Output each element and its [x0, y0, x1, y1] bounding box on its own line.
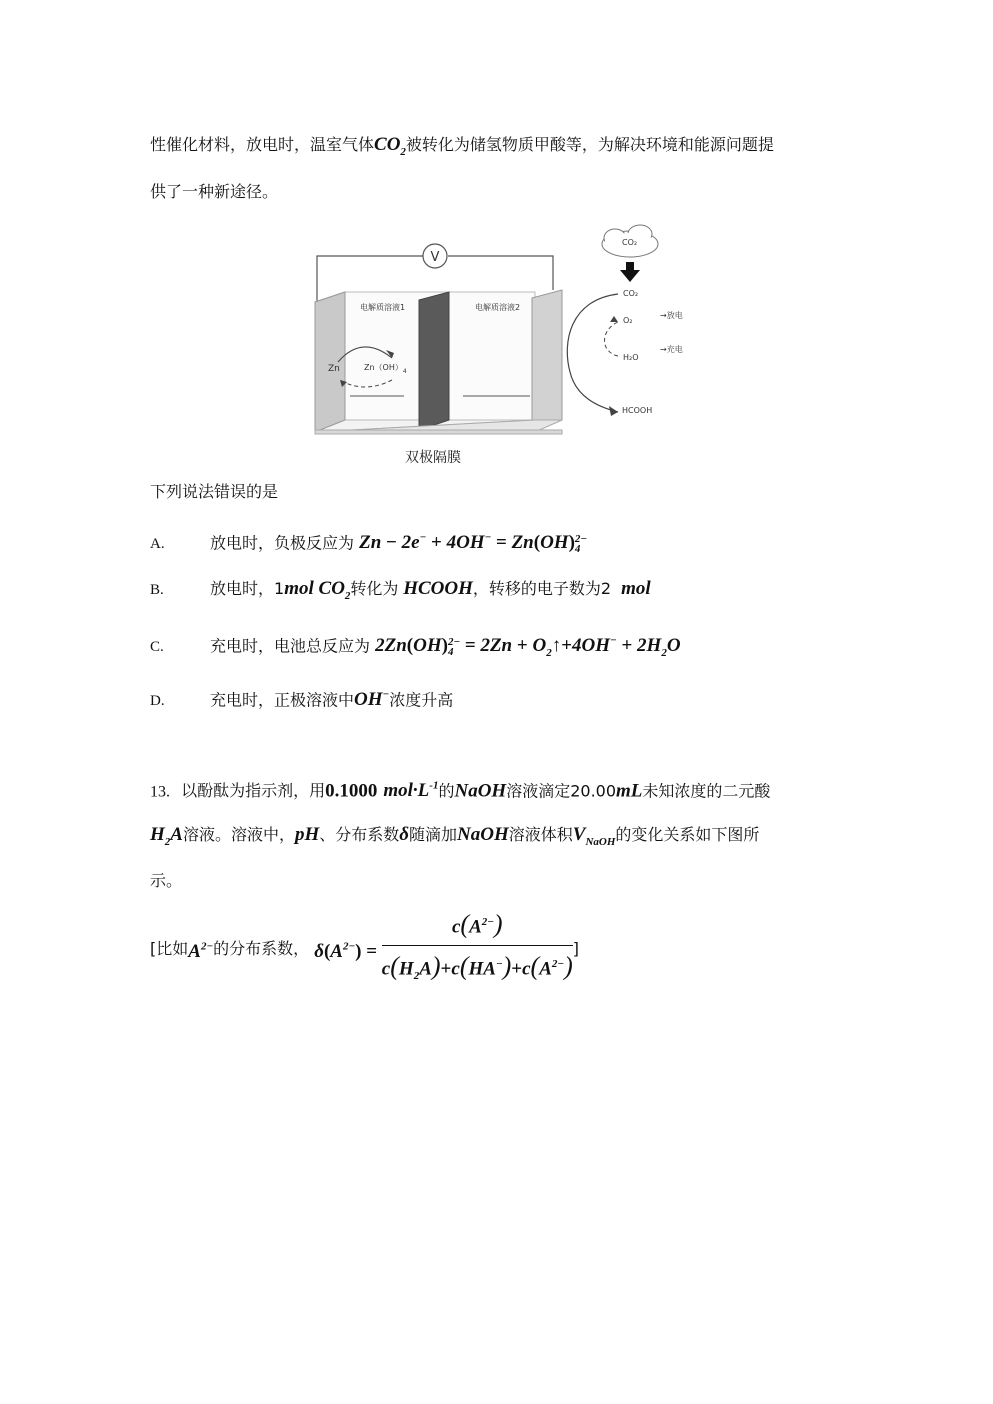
option-a [150, 526, 587, 556]
option-b: B. 放电时，1mol $CO_2$转化为 HCOOH，转移的电子数为2 mol [150, 578, 651, 602]
air-electrode [532, 290, 562, 430]
option-a-equation: Zn − 2e− + 4OH− = Zn(OH) 2− 4 [359, 532, 588, 555]
o2-label: O₂ [623, 316, 633, 325]
intro-text-a: 性催化材料，放电时，温室气体 [150, 135, 375, 154]
co2-formula: $CO_2$ [374, 134, 406, 158]
intro-text-b: 被转化为储氢物质甲酸等，为解决环境和能源问题提 [405, 135, 774, 154]
option-c-label: C. [150, 639, 164, 656]
zn-electrode [315, 292, 345, 432]
voltmeter-label: V [430, 250, 440, 265]
bipolar-membrane [419, 292, 449, 430]
zn-oh4-label: $Zn(OH)_4$ [364, 363, 407, 375]
option-d: D. 充电时，正极溶液中OH−浓度升高 [150, 683, 453, 713]
option-c-text: 充电时，电池总反应为 [210, 636, 371, 656]
option-a-label: A. [150, 536, 165, 553]
q13-line-2: $H_2A$溶液。溶液中，pH、分布系数δ随滴加NaOH溶液体积$V_{NaOH}$的变化关系如下图所 [150, 824, 760, 848]
q13-line-3: 示。 [150, 871, 183, 890]
distribution-fraction: $\frac{c(A^{2-})}{c(H_2A)+c(HA^-)+c(A^{2-})}$ [382, 906, 573, 992]
mol-unit: mol [284, 578, 314, 599]
electrolyte-1-label: 电解质溶液1 [360, 303, 406, 312]
question-stem: 下列说法错误的是 [150, 482, 279, 501]
wire-right [448, 256, 553, 290]
option-d-label: D. [150, 693, 165, 710]
option-c-equation: 2Zn(OH) 2− 4 = $2Zn + O_2↑+4OH^- + 2H_2O$ [375, 635, 681, 660]
down-arrow-icon [620, 262, 640, 282]
q13-number: 13. [150, 783, 170, 801]
electrolyte-2-label: 电解质溶液2 [475, 303, 521, 312]
cloud-co2-label: CO₂ [622, 238, 638, 247]
cell-base [315, 430, 562, 434]
h2o-label: H₂O [623, 353, 639, 362]
charge-label: →充电 [660, 345, 683, 354]
q13-line-1: 13. 以酚酞为指示剂，用0.1000 $mol\cdot L^{-1}$的NaOH溶液滴定20.00mL未知浓度的二元酸 [150, 780, 771, 802]
battery-diagram [300, 222, 720, 470]
discharge-label: →放电 [660, 311, 683, 320]
option-a-text: 放电时，负极反应为 [210, 533, 355, 553]
intro-line-2: 供了一种新途径。 [150, 182, 279, 201]
hcooh-label: HCOOH [622, 406, 653, 415]
co2-label: CO₂ [623, 289, 639, 298]
intro-line-1 [150, 133, 774, 164]
zn-label: Zn [328, 364, 340, 374]
charge-path [605, 322, 619, 356]
option-c [150, 629, 681, 665]
option-b-label: B. [150, 582, 164, 598]
distribution-formula-note: [比如$A^{2-}$的分布系数， $\delta(A^{2-})$ = $\frac{c(A^{2-})}{c(H_2A)+c(HA^-)+c(A^{2-})}$ ] [150, 906, 579, 992]
figure-caption: 双极隔膜 [405, 450, 461, 466]
